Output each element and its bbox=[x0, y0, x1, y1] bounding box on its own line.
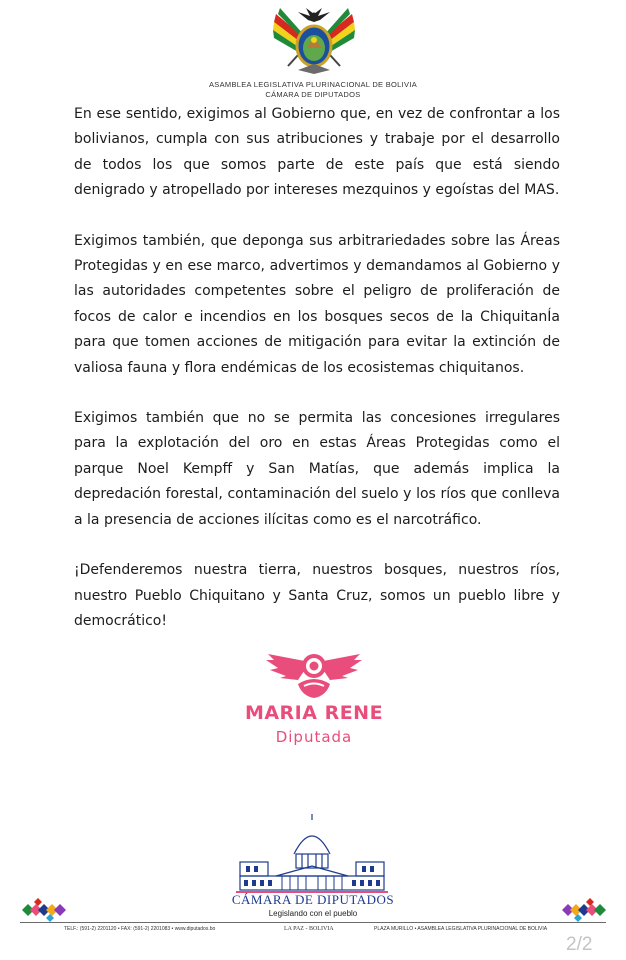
letterhead bbox=[0, 0, 626, 104]
paragraph: En ese sentido, exigimos al Gobierno que, en vez de confrontar a los bolivianos, cumpla con sus atribuciones y trabaje por el desarrollo de todos los que somos parte de este país que está siendo denigrado y atropellado por intereses mezquinos y egoístas del MAS. bbox=[74, 106, 560, 199]
footer-address: PLAZA MURILLO • ASAMBLEA LEGISLATIVA PLURINACIONAL DE BOLIVIA bbox=[374, 926, 548, 932]
footer-divider bbox=[20, 922, 606, 923]
chamber-name: CÁMARA DE DIPUTADOS bbox=[265, 90, 361, 99]
letter-body bbox=[74, 102, 560, 659]
footer-chamber-name: CÁMARA DE DIPUTADOS bbox=[231, 892, 395, 907]
paragraph: ¡Defenderemos nuestra tierra, nuestros bosques, nuestros ríos, nuestro Pueblo Chiquitano y Santa Cruz, somos un pueblo libre y democrático! bbox=[74, 562, 560, 629]
paragraph: Exigimos también que no se permita las concesiones irregulares para la explotación del oro en estas Áreas Protegidas como el parque Noel Kempff y San Matías, que además implica la depredación forestal, contaminación del suelo y los ríos que conlleva a la presencia de acciones ilícitas como es el narcotráfico. bbox=[74, 410, 560, 528]
page-indicator: 2/2 bbox=[566, 934, 593, 955]
paragraph: Exigimos también, que deponga sus arbitrariedades sobre las Áreas Protegidas y en ese marco, advertimos y demandamos al Gobierno y las autoridades competentes sobre el peligro de proliferación de focos de calor e incendios en los bosques secos de la ChiquitanÍa para que tomen acciones de mitigación para evitar la extinción de valiosa fauna y flora endémicas de los ecosistemas chiquitanos. bbox=[74, 232, 560, 376]
bolivia-coat-of-arms-icon bbox=[268, 4, 360, 78]
signer-name: MARIA RENE bbox=[244, 702, 384, 724]
footer-slogan: Legislando con el pueblo bbox=[268, 909, 358, 918]
signature-block bbox=[226, 648, 402, 748]
footer-city: LA PAZ - BOLIVIA bbox=[284, 926, 334, 932]
institution-name: ASAMBLEA LEGISLATIVA PLURINACIONAL DE BOLIVIA bbox=[208, 80, 418, 89]
diamond-pattern-icon bbox=[560, 898, 612, 922]
winged-emblem-icon bbox=[264, 648, 364, 700]
footer-contact: TELF.: (591-2) 2201120 • FAX: (591-2) 2201083 • www.diputados.bo bbox=[64, 926, 216, 932]
diamond-pattern-icon bbox=[16, 898, 68, 922]
signer-role: Diputada bbox=[275, 728, 353, 746]
